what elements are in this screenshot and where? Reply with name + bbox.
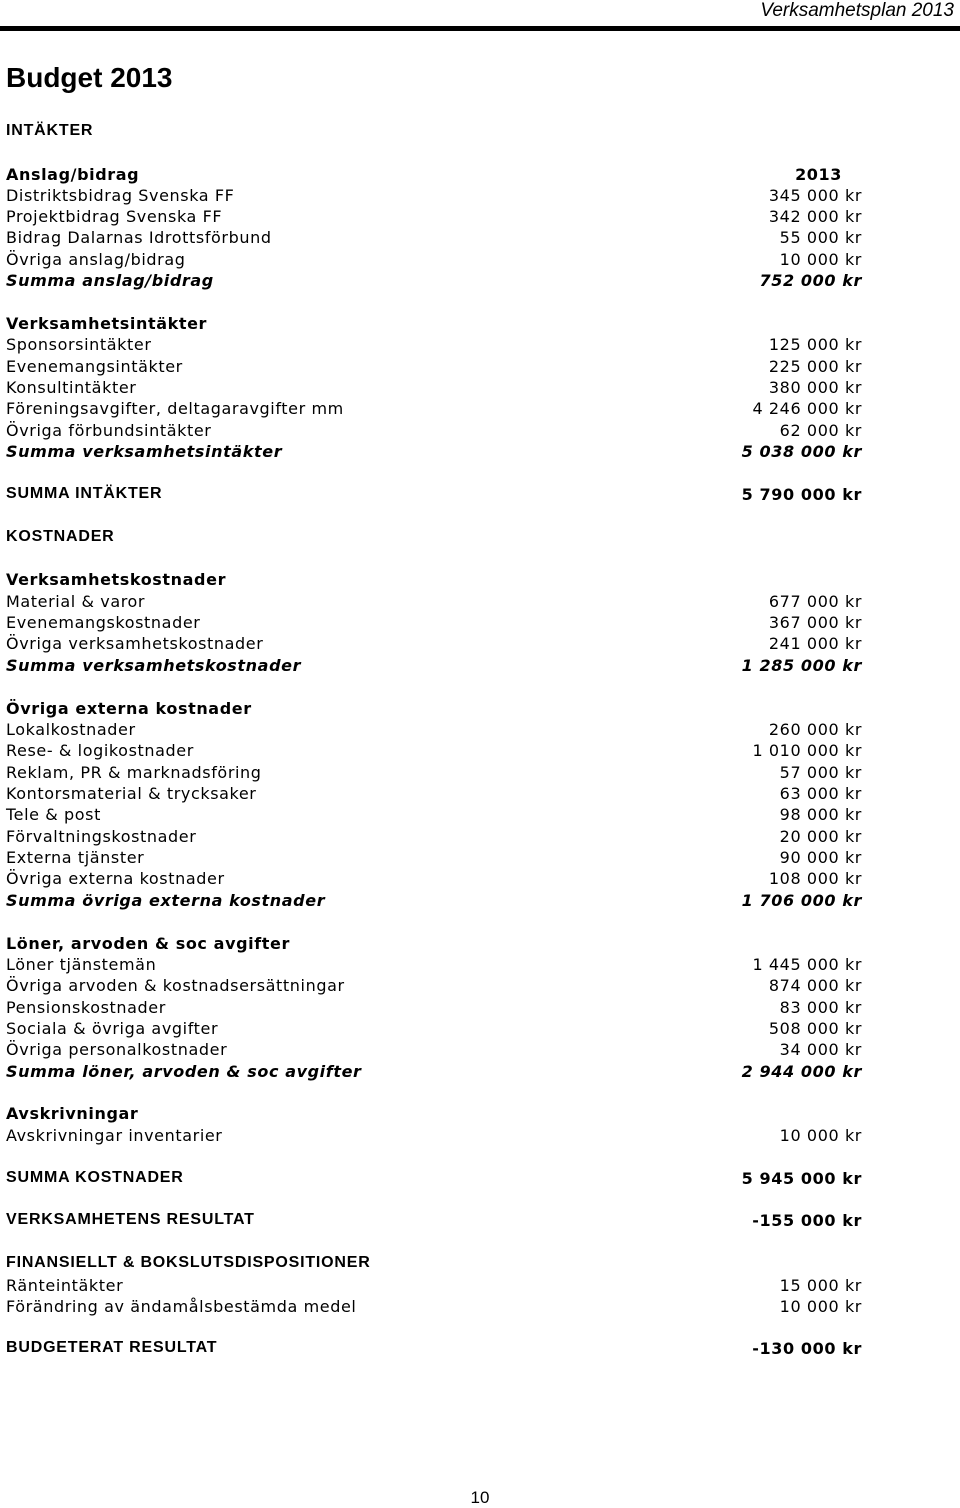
line-label: Övriga förbundsintäkter [6,420,212,440]
line-amount: 62 000 kr [779,420,862,440]
line-amount: 260 000 kr [768,719,862,739]
line-label: Evenemangsintäkter [6,356,183,376]
line-label: Anslag/bidrag [6,164,140,184]
budget-line [6,1124,862,1146]
budget-line [6,1102,862,1124]
line-label: Löner, arvoden & soc avgifter [6,933,291,953]
line-amount: 2 944 000 kr [741,1061,862,1081]
budget-line [6,1060,862,1082]
line-label: VERKSAMHETENS RESULTAT [6,1211,255,1228]
budget-line [6,1167,862,1189]
line-label: Rese- & logikostnader [6,740,194,760]
line-amount: 55 000 kr [779,227,862,247]
budget-line [6,1337,862,1359]
line-amount: 15 000 kr [779,1275,862,1295]
budget-line [6,120,862,142]
line-amount: 63 000 kr [779,783,862,803]
line-label: Övriga arvoden & kostnadsersättningar [6,975,345,995]
line-amount: 98 000 kr [779,804,862,824]
line-amount: 125 000 kr [768,334,862,354]
line-amount: 752 000 kr [759,270,862,290]
line-amount: 508 000 kr [768,1018,862,1038]
line-label: Sociala & övriga avgifter [6,1018,219,1038]
budget-line [6,632,862,654]
budget-line [6,1017,862,1039]
line-amount: 367 000 kr [768,612,862,632]
line-amount: 5 945 000 kr [741,1168,862,1188]
line-label: SUMMA KOSTNADER [6,1169,184,1186]
line-amount: 10 000 kr [779,249,862,269]
line-label: Övriga externa kostnader [6,868,225,888]
line-amount: 677 000 kr [768,591,862,611]
page-number: 10 [470,1488,490,1507]
budget-line [6,739,862,761]
line-amount: 10 000 kr [779,1125,862,1145]
line-amount: 20 000 kr [779,826,862,846]
line-label: Summa anslag/bidrag [6,270,214,290]
line-amount: 380 000 kr [768,377,862,397]
budget-line [6,1274,862,1296]
line-label: Summa löner, arvoden & soc avgifter [6,1061,362,1081]
line-label: Förvaltningskostnader [6,826,197,846]
line-amount: 1 706 000 kr [741,890,862,910]
line-amount: 1 010 000 kr [752,740,862,760]
budget-line [6,654,862,676]
budget-line [6,483,862,505]
line-label: Övriga verksamhetskostnader [6,633,264,653]
line-label: Summa verksamhetsintäkter [6,441,283,461]
budget-line [6,889,862,911]
line-amount: 10 000 kr [779,1296,862,1316]
line-label: Avskrivningar [6,1103,139,1123]
line-amount: -130 000 kr [752,1338,862,1358]
budget-line [6,312,862,334]
line-label: Ränteintäkter [6,1275,124,1295]
budget-line [6,355,862,377]
line-amount: 345 000 kr [768,185,862,205]
line-label: INTÄKTER [6,122,94,139]
line-amount: 225 000 kr [768,356,862,376]
budget-line [6,846,862,868]
line-label: Distriktsbidrag Svenska FF [6,185,235,205]
line-label: Sponsorsintäkter [6,334,152,354]
line-amount: 2013 [795,164,842,184]
budget-line [6,568,862,590]
budget-line [6,226,862,248]
line-label: Övriga personalkostnader [6,1039,228,1059]
line-amount: 874 000 kr [768,975,862,995]
budget-line [6,718,862,740]
budget-line [6,974,862,996]
budget-line [6,803,862,825]
line-amount: -155 000 kr [752,1210,862,1230]
budget-line [6,205,862,227]
line-amount: 90 000 kr [779,847,862,867]
line-amount: 342 000 kr [768,206,862,226]
line-label: Externa tjänster [6,847,145,867]
line-label: BUDGETERAT RESULTAT [6,1339,218,1356]
line-amount: 34 000 kr [779,1039,862,1059]
line-label: Material & varor [6,591,146,611]
budget-line [6,590,862,612]
budget-line [6,376,862,398]
line-amount: 241 000 kr [768,633,862,653]
line-label: Övriga anslag/bidrag [6,249,186,269]
budget-line [6,996,862,1018]
line-amount: 57 000 kr [779,762,862,782]
line-label: Löner tjänstemän [6,954,157,974]
budget-line [6,697,862,719]
line-label: Kontorsmaterial & trycksaker [6,783,257,803]
budget-line [6,761,862,783]
line-label: Evenemangskostnader [6,612,201,632]
budget-line [6,1209,862,1231]
budget-line [6,1038,862,1060]
line-label: Avskrivningar inventarier [6,1125,223,1145]
budget-line [6,1252,862,1274]
budget-line [6,163,862,185]
budget-line [6,419,862,441]
line-amount: 83 000 kr [779,997,862,1017]
line-label: Föreningsavgifter, deltagaravgifter mm [6,398,344,418]
budget-line [6,248,862,270]
budget-line [6,526,862,548]
budget-line [6,782,862,804]
line-label: Konsultintäkter [6,377,137,397]
line-label: Verksamhetsintäkter [6,313,208,333]
budget-line [6,440,862,462]
budget-line [6,867,862,889]
budget-line [6,611,862,633]
line-label: Förändring av ändamålsbestämda medel [6,1296,357,1316]
line-label: Summa övriga externa kostnader [6,890,326,910]
budget-line [6,1295,862,1317]
budget-line [6,333,862,355]
budget-line [6,397,862,419]
line-label: FINANSIELLT & BOKSLUTSDISPOSITIONER [6,1254,371,1271]
line-amount: 108 000 kr [768,868,862,888]
line-amount: 1 445 000 kr [752,954,862,974]
line-amount: 5 790 000 kr [741,484,862,504]
line-label: SUMMA INTÄKTER [6,485,163,502]
line-label: KOSTNADER [6,528,115,545]
page-title: Budget 2013 [6,62,173,93]
line-label: Tele & post [6,804,101,824]
line-label: Verksamhetskostnader [6,569,227,589]
line-amount: 1 285 000 kr [741,655,862,675]
line-label: Summa verksamhetskostnader [6,655,302,675]
line-label: Projektbidrag Svenska FF [6,206,223,226]
line-label: Bidrag Dalarnas Idrottsförbund [6,227,272,247]
line-label: Pensionskostnader [6,997,166,1017]
budget-line [6,932,862,954]
budget-line [6,184,862,206]
budget-line [6,825,862,847]
line-label: Lokalkostnader [6,719,136,739]
budget-line [6,953,862,975]
budget-line [6,269,862,291]
line-amount: 4 246 000 kr [752,398,862,418]
line-label: Övriga externa kostnader [6,698,252,718]
line-label: Reklam, PR & marknadsföring [6,762,262,782]
line-amount: 5 038 000 kr [741,441,862,461]
document-header-title: Verksamhetsplan 2013 [760,0,954,21]
